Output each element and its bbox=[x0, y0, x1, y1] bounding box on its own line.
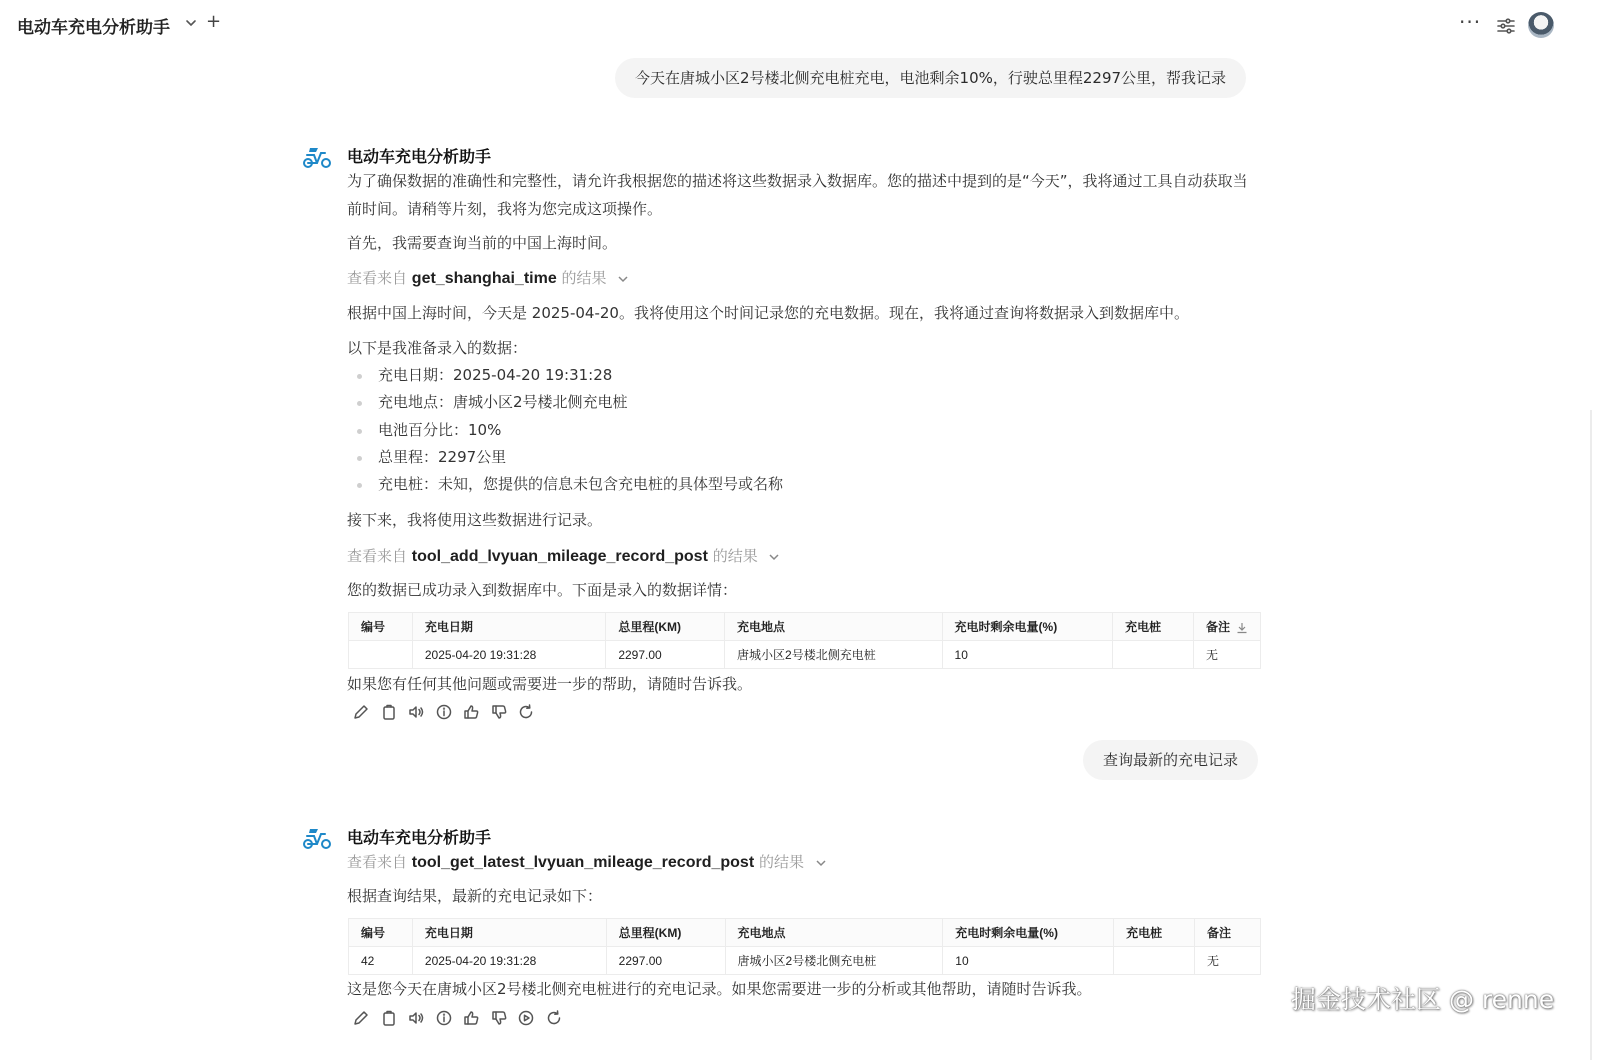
top-bar bbox=[0, 0, 1605, 52]
table-cell: 2297.00 bbox=[606, 641, 725, 669]
assistant-name: 电动车充电分析助手 bbox=[347, 828, 492, 847]
table-cell: 2297.00 bbox=[606, 947, 725, 975]
message-actions bbox=[352, 1009, 563, 1027]
list-item: 充电桩：未知，您提供的信息未包含充电桩的具体型号或名称 bbox=[357, 471, 783, 498]
list-intro-text: 以下是我准备录入的数据： bbox=[347, 339, 528, 357]
assistant-name: 电动车充电分析助手 bbox=[347, 147, 492, 166]
edit-icon[interactable] bbox=[352, 703, 370, 721]
settings-sliders-icon[interactable] bbox=[1495, 16, 1517, 36]
result-intro-text: 根据查询结果，最新的充电记录如下： bbox=[347, 887, 603, 905]
table-cell: 唐城小区2号楼北侧充电桩 bbox=[725, 641, 943, 669]
column-header: 备注 bbox=[1195, 919, 1261, 947]
column-header: 充电时剩余电量(%) bbox=[942, 613, 1113, 641]
chevron-down-icon[interactable] bbox=[184, 16, 198, 30]
column-header: 编号 bbox=[349, 919, 413, 947]
table-cell: 42 bbox=[349, 947, 413, 975]
table-header-row bbox=[349, 919, 1261, 947]
column-header: 充电日期 bbox=[412, 919, 606, 947]
column-header: 充电桩 bbox=[1114, 919, 1195, 947]
table-cell: 无 bbox=[1193, 641, 1260, 669]
thumbs-up-icon[interactable] bbox=[462, 703, 480, 721]
table-cell bbox=[349, 641, 413, 669]
list-item: 充电日期：2025-04-20 19:31:28 bbox=[357, 362, 783, 389]
column-header-label: 备注 bbox=[1205, 620, 1230, 634]
column-header: 充电地点 bbox=[725, 919, 943, 947]
more-options-button[interactable]: ··· bbox=[1459, 10, 1482, 34]
table-cell: 唐城小区2号楼北侧充电桩 bbox=[725, 947, 943, 975]
column-header: 充电时剩余电量(%) bbox=[943, 919, 1114, 947]
assistant-step-text: 首先，我需要查询当前的中国上海时间。 bbox=[347, 234, 618, 252]
user-avatar[interactable] bbox=[1528, 12, 1554, 38]
tool-suffix: 的结果 bbox=[561, 269, 607, 287]
column-header: 充电桩 bbox=[1113, 613, 1194, 641]
thumbs-down-icon[interactable] bbox=[490, 703, 508, 721]
message-actions bbox=[352, 703, 535, 721]
scooter-icon bbox=[301, 824, 333, 852]
chevron-down-icon bbox=[617, 273, 629, 285]
tool-suffix: 的结果 bbox=[712, 547, 758, 565]
scooter-icon bbox=[301, 143, 333, 171]
speaker-icon[interactable] bbox=[407, 1009, 425, 1027]
closing-text: 这是您今天在唐城小区2号楼北侧充电桩进行的充电记录。如果您需要进一步的分析或其他帮助，请随时告诉我。 bbox=[347, 980, 1092, 998]
tool-name: tool_get_latest_lvyuan_mileage_record_post bbox=[411, 854, 755, 871]
app-title[interactable]: 电动车充电分析助手 bbox=[17, 18, 170, 38]
tool-name: get_shanghai_time bbox=[411, 270, 557, 287]
scrollbar[interactable] bbox=[1590, 410, 1592, 1060]
table-cell: 2025-04-20 19:31:28 bbox=[412, 641, 605, 669]
tool-prefix: 查看来自 bbox=[347, 547, 408, 565]
edit-icon[interactable] bbox=[352, 1009, 370, 1027]
tool-result-toggle[interactable] bbox=[347, 545, 780, 566]
next-step-text: 接下来，我将使用这些数据进行记录。 bbox=[347, 511, 603, 529]
user-message: 查询最新的充电记录 bbox=[1083, 740, 1258, 780]
table-cell bbox=[1114, 947, 1195, 975]
regenerate-icon[interactable] bbox=[545, 1009, 563, 1027]
assistant-intro-text: 为了确保数据的准确性和完整性，请允许我根据您的描述将这些数据录入数据库。您的描述中提到的是“今天”，我将通过工具自动获取当前时间。请稍等片刻，我将为您完成这项操作。 bbox=[347, 172, 1248, 218]
tool-prefix: 查看来自 bbox=[347, 269, 408, 287]
table-row bbox=[349, 947, 1261, 975]
table-cell: 10 bbox=[943, 947, 1114, 975]
watermark: 掘金技术社区 @ renne bbox=[1291, 985, 1555, 1014]
column-header: 充电地点 bbox=[725, 613, 943, 641]
info-icon[interactable] bbox=[435, 703, 453, 721]
table-cell: 无 bbox=[1195, 947, 1261, 975]
record-table bbox=[348, 612, 1261, 669]
thumbs-up-icon[interactable] bbox=[462, 1009, 480, 1027]
saved-text: 您的数据已成功录入到数据库中。下面是录入的数据详情： bbox=[347, 581, 738, 599]
copy-icon[interactable] bbox=[380, 1009, 398, 1027]
play-icon[interactable] bbox=[517, 1009, 535, 1027]
regenerate-icon[interactable] bbox=[517, 703, 535, 721]
user-message: 今天在唐城小区2号楼北侧充电桩充电，电池剩余10%，行驶总里程2297公里，帮我记录 bbox=[615, 58, 1246, 98]
tool-result-toggle[interactable] bbox=[347, 267, 629, 288]
copy-icon[interactable] bbox=[380, 703, 398, 721]
list-item: 电池百分比：10% bbox=[357, 417, 783, 444]
chevron-down-icon bbox=[815, 857, 827, 869]
tool-name: tool_add_lvyuan_mileage_record_post bbox=[411, 548, 708, 565]
record-field-list bbox=[357, 362, 783, 498]
info-icon[interactable] bbox=[435, 1009, 453, 1027]
table-row bbox=[349, 641, 1261, 669]
list-item: 充电地点：唐城小区2号楼北侧充电桩 bbox=[357, 389, 783, 416]
new-chat-button[interactable]: + bbox=[206, 11, 222, 32]
download-icon[interactable] bbox=[1236, 622, 1248, 634]
thumbs-down-icon[interactable] bbox=[490, 1009, 508, 1027]
table-cell: 2025-04-20 19:31:28 bbox=[412, 947, 606, 975]
tool-suffix: 的结果 bbox=[758, 853, 804, 871]
tool-result-toggle[interactable] bbox=[347, 851, 827, 872]
latest-record-table bbox=[348, 918, 1261, 975]
speaker-icon[interactable] bbox=[407, 703, 425, 721]
column-header-remarks bbox=[1193, 613, 1260, 641]
column-header: 充电日期 bbox=[412, 613, 605, 641]
column-header: 总里程(KM) bbox=[606, 613, 725, 641]
assistant-date-text: 根据中国上海时间，今天是 2025-04-20。我将使用这个时间记录您的充电数据。现在，我将通过查询将数据录入到数据库中。 bbox=[347, 304, 1189, 322]
table-header-row bbox=[349, 613, 1261, 641]
closing-text: 如果您有任何其他问题或需要进一步的帮助，请随时告诉我。 bbox=[347, 675, 753, 693]
list-item: 总里程：2297公里 bbox=[357, 444, 783, 471]
tool-prefix: 查看来自 bbox=[347, 853, 408, 871]
column-header: 编号 bbox=[349, 613, 413, 641]
column-header: 总里程(KM) bbox=[606, 919, 725, 947]
chevron-down-icon bbox=[768, 551, 780, 563]
table-cell bbox=[1113, 641, 1194, 669]
table-cell: 10 bbox=[942, 641, 1113, 669]
